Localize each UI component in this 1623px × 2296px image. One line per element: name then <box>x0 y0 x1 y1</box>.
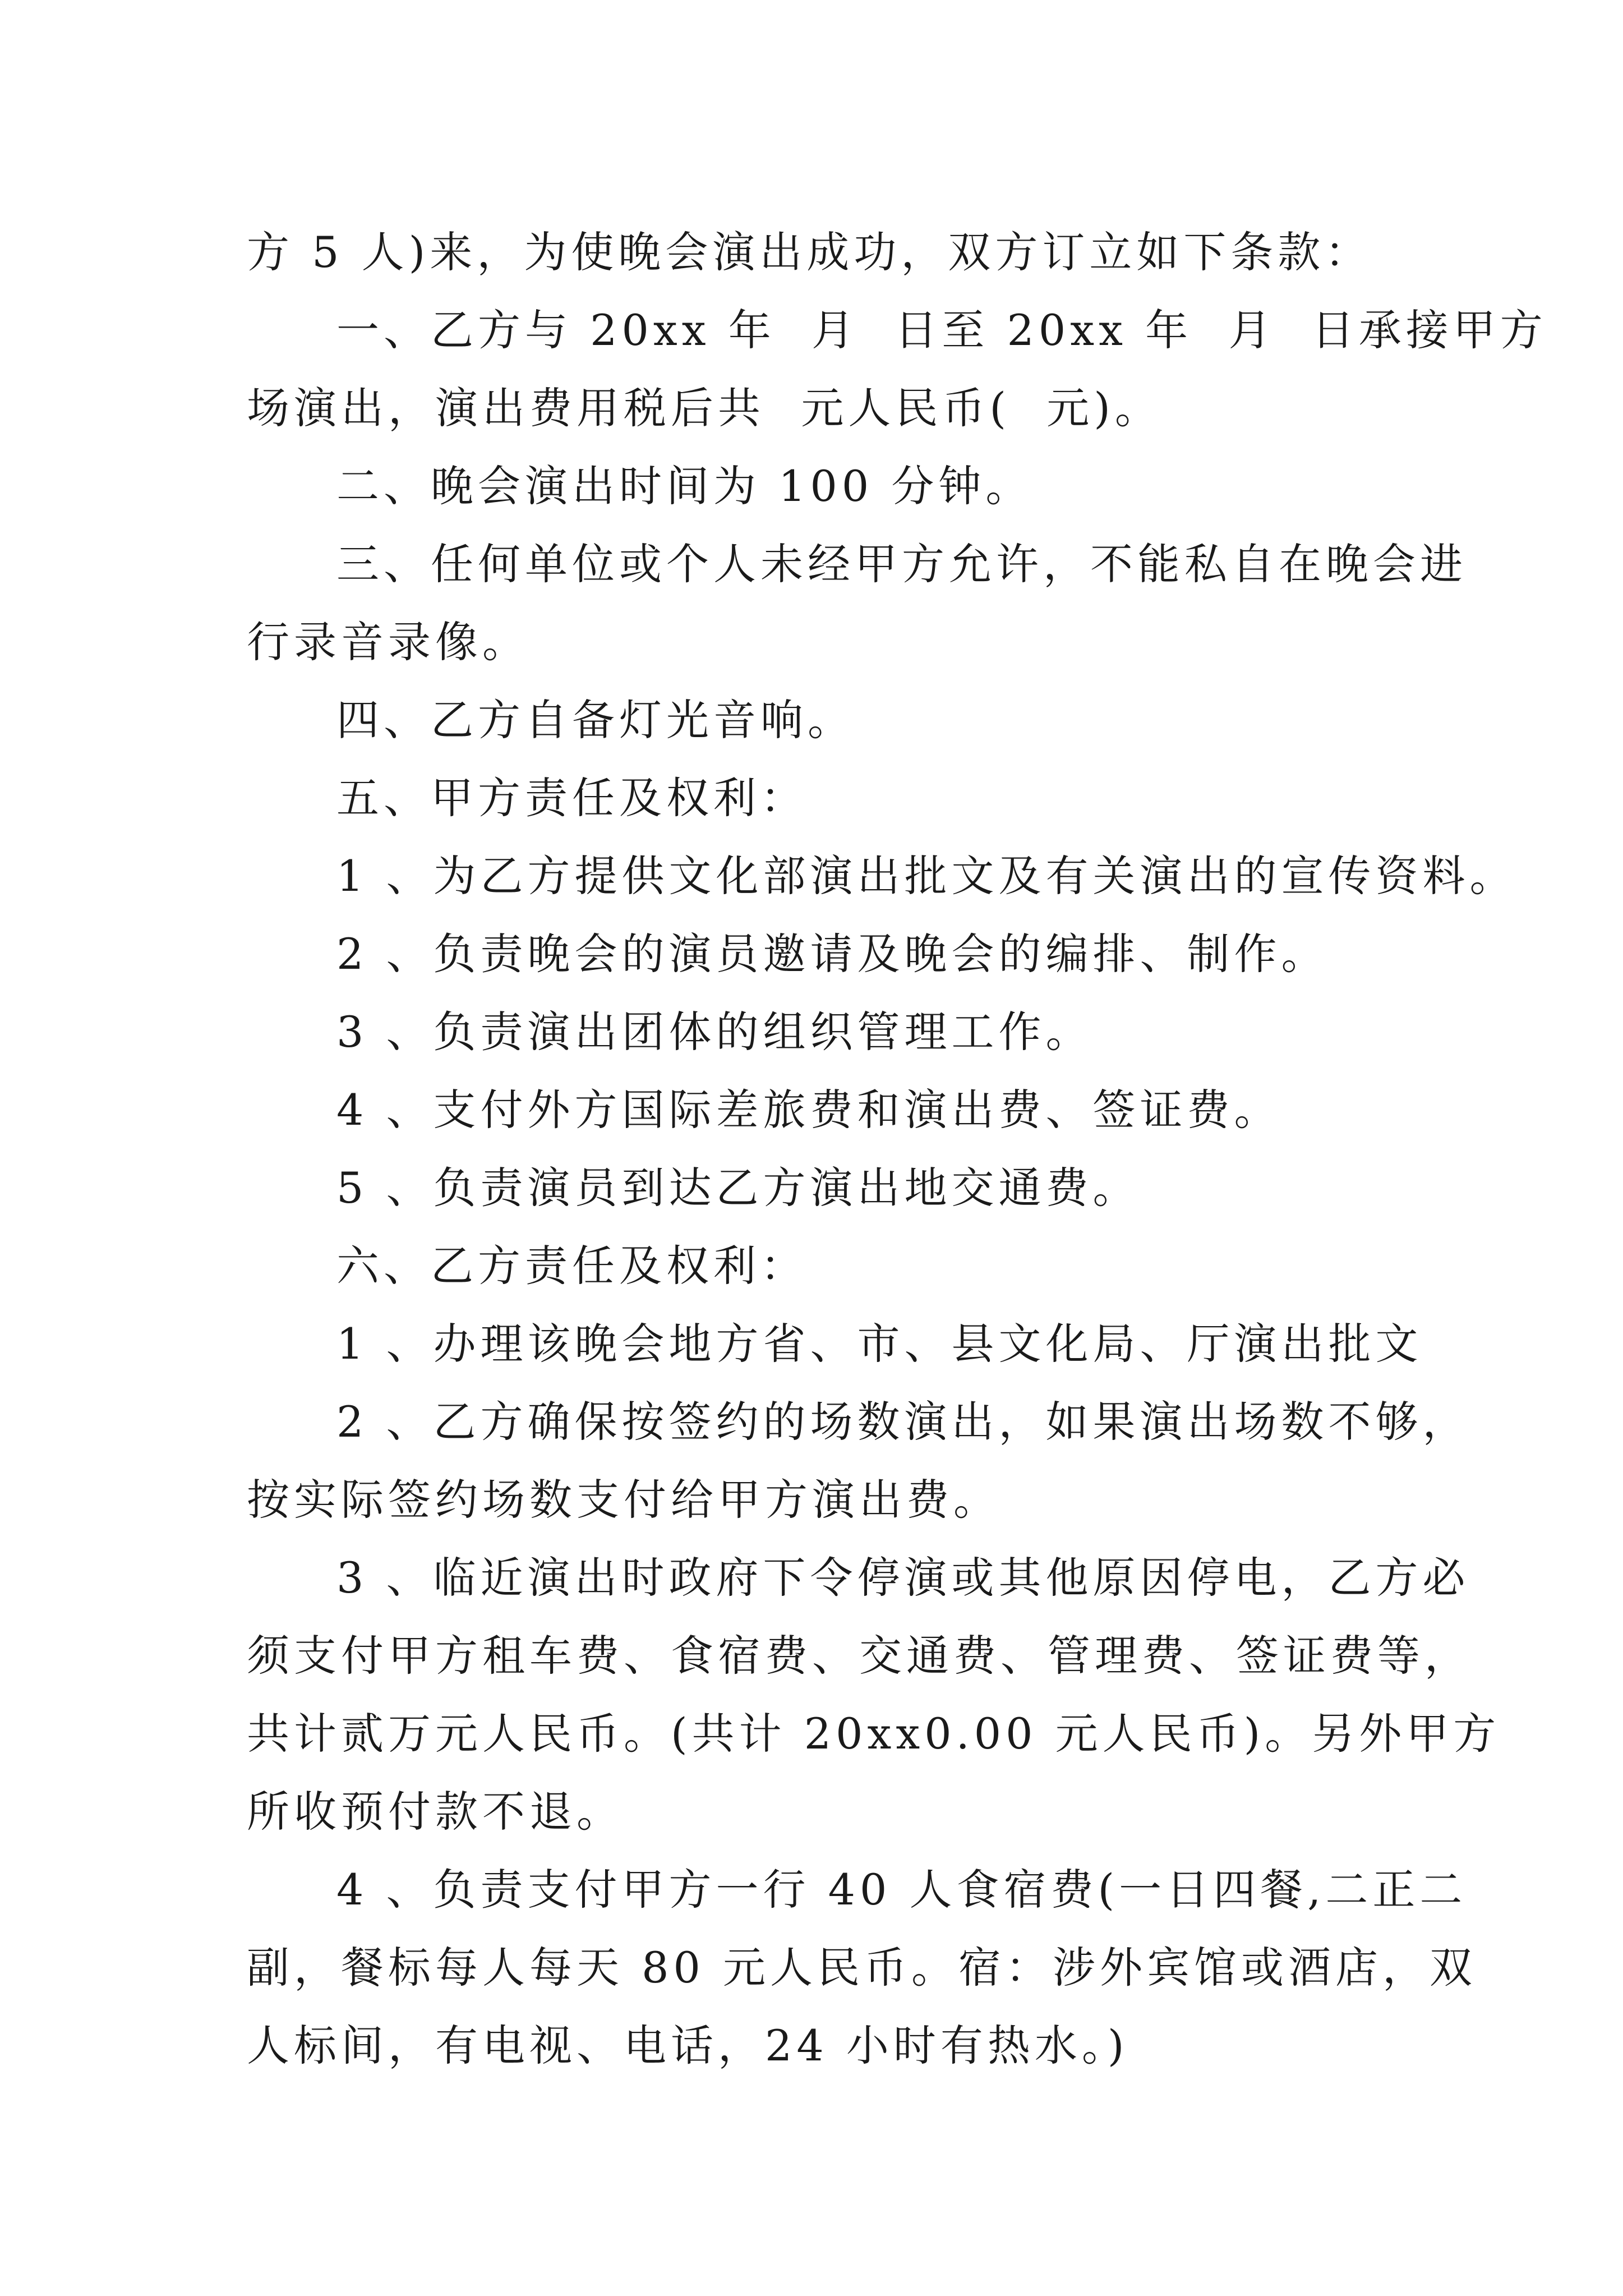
text-line: 三、任何单位或个人未经甲方允许，不能私自在晚会进 <box>336 539 1467 589</box>
text-line: 4 、负责支付甲方一行 40 人食宿费(一日四餐,二正二 <box>336 1865 1467 1915</box>
text-line: 1 、为乙方提供文化部演出批文及有关演出的宣传资料。 <box>336 851 1517 901</box>
text-line: 须支付甲方租车费、食宿费、交通费、管理费、签证费等， <box>247 1631 1472 1681</box>
text-line: 共计贰万元人民币。(共计 20xx0.00 元人民币)。另外甲方 <box>247 1709 1501 1759</box>
text-line: 按实际签约场数支付给甲方演出费。 <box>247 1475 1000 1525</box>
text-line: 二、晚会演出时间为 100 分钟。 <box>336 461 1033 511</box>
text-line: 4 、支付外方国际差旅费和演出费、签证费。 <box>336 1085 1281 1135</box>
text-line: 四、乙方自备灯光音响。 <box>336 695 855 745</box>
text-line: 副，餐标每人每天 80 元人民币。宿：涉外宾馆或酒店，双 <box>247 1943 1477 1993</box>
text-line: 2 、乙方确保按签约的场数演出，如果演出场数不够， <box>336 1397 1470 1447</box>
text-line: 3 、临近演出时政府下令停演或其他原因停电，乙方必 <box>336 1553 1470 1603</box>
text-line: 5 、负责演员到达乙方演出地交通费。 <box>336 1163 1140 1213</box>
text-line: 六、乙方责任及权利： <box>336 1241 808 1291</box>
text-line: 五、甲方责任及权利： <box>336 773 808 823</box>
text-line: 2 、负责晚会的演员邀请及晚会的编排、制作。 <box>336 929 1329 979</box>
text-line: 人标间，有电视、电话，24 小时有热水。) <box>247 2021 1129 2070</box>
text-line: 一、乙方与 20xx 年 月 日至 20xx 年 月 日承接甲方 <box>336 305 1547 355</box>
text-line: 场演出，演出费用税后共 元人民币( 元)。 <box>247 383 1162 433</box>
text-line: 方 5 人)来，为使晚会演出成功，双方订立如下条款： <box>247 227 1372 277</box>
text-line: 所收预付款不退。 <box>247 1787 624 1837</box>
text-line: 行录音录像。 <box>247 617 529 667</box>
text-line: 3 、负责演出团体的组织管理工作。 <box>336 1007 1093 1057</box>
text-line: 1 、办理该晚会地方省、市、县文化局、厅演出批文 <box>336 1319 1423 1369</box>
